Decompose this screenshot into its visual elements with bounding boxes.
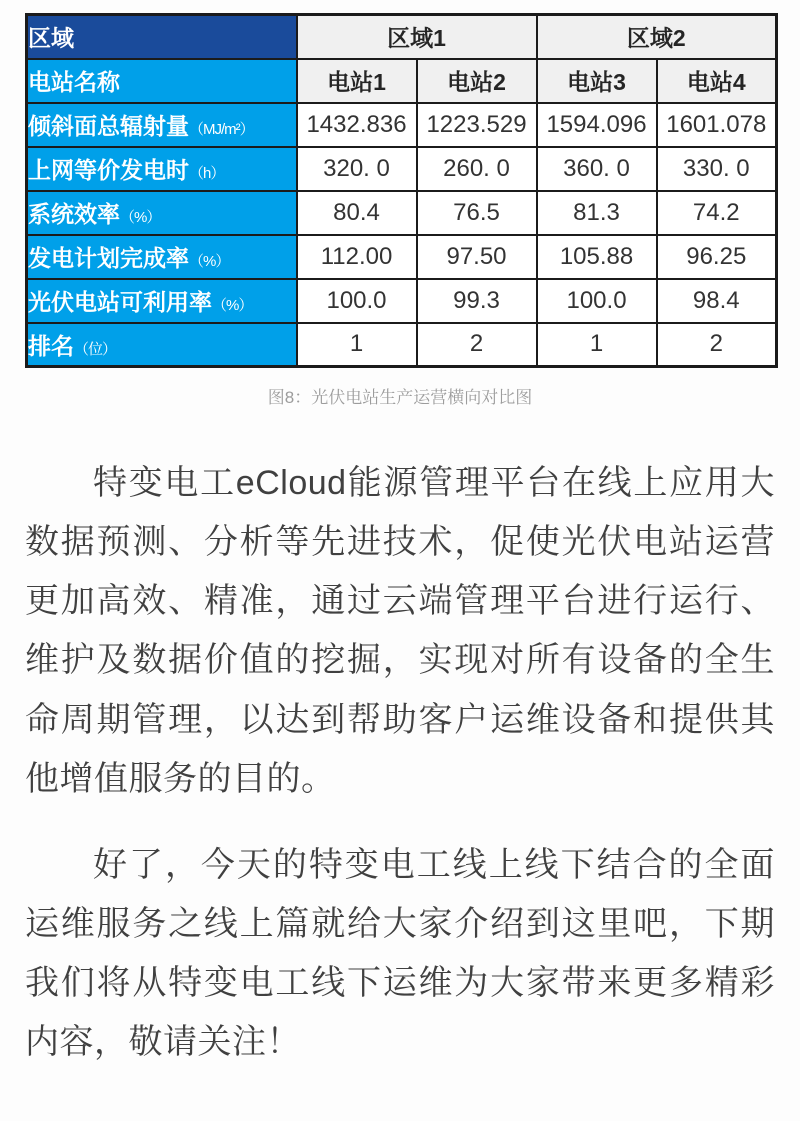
metric-value: 320. 0 — [297, 147, 417, 191]
metric-unit: （%） — [212, 297, 253, 314]
metric-name: 倾斜面总辐射量 — [28, 113, 189, 139]
metric-name: 系统效率 — [28, 201, 120, 227]
metric-value: 81.3 — [537, 191, 657, 235]
metric-label — [27, 235, 297, 279]
metric-label — [27, 103, 297, 147]
metric-label — [27, 279, 297, 323]
metric-value: 1 — [297, 323, 417, 367]
metric-unit: （h） — [189, 165, 225, 182]
metric-value: 100.0 — [537, 279, 657, 323]
metric-value: 1601.078 — [657, 103, 777, 147]
metric-value: 2 — [657, 323, 777, 367]
metric-value: 1594.096 — [537, 103, 657, 147]
pv-comparison-table — [25, 13, 778, 368]
metric-value: 96.25 — [657, 235, 777, 279]
table-row — [27, 235, 777, 279]
metric-value: 105.88 — [537, 235, 657, 279]
metric-unit: （位） — [74, 340, 117, 358]
station-header: 电站2 — [417, 59, 537, 103]
table-row — [27, 279, 777, 323]
metric-label — [27, 147, 297, 191]
metric-value: 97.50 — [417, 235, 537, 279]
metric-value: 1432.836 — [297, 103, 417, 147]
article-body — [25, 454, 775, 1073]
metric-value: 112.00 — [297, 235, 417, 279]
table-row — [27, 323, 777, 367]
table-row — [27, 59, 777, 103]
metric-value: 74.2 — [657, 191, 777, 235]
metric-value: 260. 0 — [417, 147, 537, 191]
metric-value: 100.0 — [297, 279, 417, 323]
table-row — [27, 15, 777, 59]
metric-unit: （%） — [189, 253, 230, 270]
comparison-table-figure — [25, 13, 775, 408]
metric-name: 排名 — [28, 332, 74, 359]
table-row — [27, 103, 777, 147]
metric-name: 发电计划完成率 — [28, 245, 189, 271]
station-header: 电站4 — [657, 59, 777, 103]
article-paragraph: 特变电工eCloud能源管理平台在线上应用大数据预测、分析等先进技术，促使光伏电站运营更加高效、精准，通过云端管理平台进行运行、维护及数据价值的挖掘，实现对所有设备的全生命周期管理，以达到帮助客户运维设备和提供其他增值服务的目的。 — [25, 464, 775, 798]
metric-value: 360. 0 — [537, 147, 657, 191]
metric-unit: （MJ/m²） — [189, 121, 254, 138]
metric-value: 99.3 — [417, 279, 537, 323]
metric-value: 76.5 — [417, 191, 537, 235]
metric-value: 1223.529 — [417, 103, 537, 147]
metric-value: 80.4 — [297, 191, 417, 235]
metric-label — [27, 191, 297, 235]
figure-caption: 图8：光伏电站生产运营横向对比图 — [267, 388, 533, 407]
region-group-header: 区域2 — [537, 15, 777, 59]
region-row-label: 区域 — [27, 15, 297, 59]
pv-comparison-table-body — [27, 15, 777, 367]
station-row-label: 电站名称 — [27, 59, 297, 103]
station-header: 电站3 — [537, 59, 657, 103]
metric-value: 330. 0 — [657, 147, 777, 191]
article-paragraph: 好了，今天的特变电工线上线下结合的全面运维服务之线上篇就给大家介绍到这里吧，下期我们将从特变电工线下运维为大家带来更多精彩内容，敬请关注！ — [25, 845, 775, 1062]
table-row — [27, 147, 777, 191]
metric-value: 1 — [537, 323, 657, 367]
metric-name: 上网等价发电时 — [28, 157, 189, 183]
metric-name: 光伏电站可利用率 — [28, 289, 212, 315]
region-group-header: 区域1 — [297, 15, 537, 59]
station-header: 电站1 — [297, 59, 417, 103]
metric-value: 2 — [417, 323, 537, 367]
metric-unit: （%） — [120, 209, 161, 226]
metric-value: 98.4 — [657, 279, 777, 323]
metric-label — [27, 323, 297, 367]
table-row — [27, 191, 777, 235]
